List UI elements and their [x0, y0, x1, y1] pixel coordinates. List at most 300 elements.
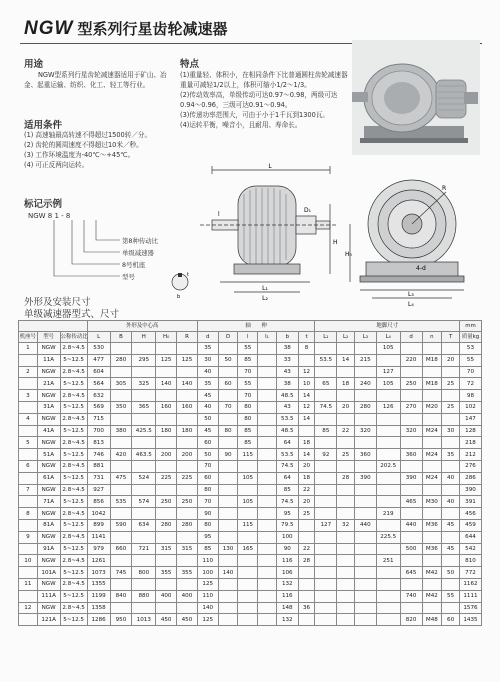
table-cell: 295 — [132, 354, 156, 366]
table-cell: 2.8~4.5 — [60, 578, 87, 590]
table-cell: 2.8~4.5 — [60, 460, 87, 472]
table-cell: 390 — [400, 472, 422, 484]
table-cell: 20 — [442, 354, 460, 366]
table-blank — [19, 321, 88, 332]
table-cell: 102 — [459, 401, 481, 413]
table-cell — [376, 472, 400, 484]
table-cell — [354, 531, 376, 543]
table-cell — [258, 354, 277, 366]
table-cell: NGW — [37, 578, 60, 590]
table-cell — [132, 366, 156, 378]
table-cell — [177, 484, 198, 496]
table-cell — [354, 578, 376, 590]
table-cell: 20 — [337, 401, 355, 413]
dim-L3: L₃ — [408, 291, 414, 298]
table-cell: 1358 — [87, 602, 110, 614]
table-cell — [400, 413, 422, 425]
table-cell: 48.5 — [276, 390, 298, 402]
table-cell — [337, 555, 355, 567]
table-cell — [177, 460, 198, 472]
table-row — [19, 378, 482, 390]
table-cell — [238, 484, 258, 496]
table-cell: 128 — [459, 425, 481, 437]
table-cell: 41A — [37, 425, 60, 437]
table-row — [19, 401, 482, 413]
table-cell — [298, 567, 315, 579]
table-cell: 2.8~4.5 — [60, 437, 87, 449]
table-cell: 55 — [442, 590, 460, 602]
table-cell — [422, 555, 442, 567]
table-cell: 420 — [110, 449, 132, 461]
table-cell — [19, 449, 38, 461]
table-cell: 1576 — [459, 602, 481, 614]
table-cell: M30 — [422, 496, 442, 508]
table-cell — [177, 508, 198, 520]
table-cell: 721 — [132, 543, 156, 555]
table-cell — [442, 578, 460, 590]
table-cell: 632 — [87, 390, 110, 402]
table-cell — [258, 378, 277, 390]
table-cell — [400, 460, 422, 472]
table-cell: 574 — [132, 496, 156, 508]
table-cell: 14 — [337, 354, 355, 366]
table-cell — [315, 484, 337, 496]
table-cell — [110, 555, 132, 567]
table-row — [19, 567, 482, 579]
table-cell — [110, 366, 132, 378]
table-cell: 180 — [156, 425, 177, 437]
group-shaft: 轴 伸 — [197, 321, 315, 332]
table-cell: 115 — [238, 449, 258, 461]
table-row — [19, 578, 482, 590]
table-cell — [218, 531, 238, 543]
table-cell: 3 — [19, 390, 38, 402]
table-cell: 7 — [19, 484, 38, 496]
table-cell — [298, 519, 315, 531]
table-cell: 400 — [177, 590, 198, 602]
table-cell: 286 — [459, 472, 481, 484]
table-cell — [376, 614, 400, 626]
table-cell: 90 — [197, 508, 218, 520]
table-cell — [110, 578, 132, 590]
table-cell — [218, 614, 238, 626]
group-main: 外形及中心高 — [87, 321, 197, 332]
table-cell: 530 — [87, 343, 110, 355]
table-cell — [218, 590, 238, 602]
dim-t: t — [187, 272, 189, 278]
table-cell — [132, 578, 156, 590]
table-cell — [238, 578, 258, 590]
table-cell: 5 — [19, 437, 38, 449]
table-cell: 772 — [459, 567, 481, 579]
table-cell — [337, 531, 355, 543]
table-cell: 79.5 — [276, 519, 298, 531]
front-drawing — [346, 166, 482, 312]
table-cell — [19, 519, 38, 531]
table-cell — [132, 508, 156, 520]
table-cell — [442, 555, 460, 567]
table-cell — [218, 578, 238, 590]
table-cell — [422, 343, 442, 355]
table-cell — [218, 496, 238, 508]
table-cell — [132, 437, 156, 449]
table-cell: 2.8~4.5 — [60, 531, 87, 543]
table-cell: 22 — [298, 484, 315, 496]
table-cell: 950 — [110, 614, 132, 626]
table-cell — [258, 460, 277, 472]
table-cell — [337, 508, 355, 520]
table-row — [19, 460, 482, 472]
table-cell: 30 — [442, 425, 460, 437]
table-cell — [177, 413, 198, 425]
dim-H0: H₀ — [345, 251, 352, 258]
table-cell: 856 — [87, 496, 110, 508]
table-cell — [177, 437, 198, 449]
table-cell: 810 — [459, 555, 481, 567]
table-cell — [177, 578, 198, 590]
table-cell: 105 — [238, 496, 258, 508]
table-cell: NGW — [37, 413, 60, 425]
table-cell: 110 — [197, 555, 218, 567]
table-cell: 1355 — [87, 578, 110, 590]
table-cell — [258, 578, 277, 590]
table-cell: 40 — [197, 366, 218, 378]
table-cell — [400, 578, 422, 590]
table-cell — [258, 602, 277, 614]
column-header: H — [132, 332, 156, 343]
table-cell — [315, 390, 337, 402]
table-cell: 21A — [37, 378, 60, 390]
table-cell — [258, 567, 277, 579]
table-cell: 147 — [459, 413, 481, 425]
table-cell: 20 — [298, 460, 315, 472]
table-cell — [110, 531, 132, 543]
table-cell — [442, 343, 460, 355]
table-cell — [400, 602, 422, 614]
table-cell — [258, 413, 277, 425]
table-cell — [156, 602, 177, 614]
table-cell: 64 — [276, 437, 298, 449]
table-cell: 220 — [400, 354, 422, 366]
table-cell: 28 — [337, 472, 355, 484]
table-cell — [337, 413, 355, 425]
table-cell: 390 — [354, 472, 376, 484]
column-header: d — [197, 332, 218, 343]
table-cell: 18 — [298, 437, 315, 449]
table-cell: 219 — [376, 508, 400, 520]
table-cell: 1013 — [132, 614, 156, 626]
table-cell — [156, 555, 177, 567]
table-cell: 126 — [376, 401, 400, 413]
table-cell — [400, 343, 422, 355]
table-cell — [315, 543, 337, 555]
table-cell: 74.5 — [276, 496, 298, 508]
table-cell — [376, 484, 400, 496]
table-cell: 74.5 — [315, 401, 337, 413]
table-cell: 45 — [197, 425, 218, 437]
table-cell: 1141 — [87, 531, 110, 543]
table-cell: NGW — [37, 343, 60, 355]
table-cell — [315, 437, 337, 449]
column-header: L₄ — [376, 332, 400, 343]
table-cell — [258, 531, 277, 543]
table-cell: 125 — [156, 354, 177, 366]
table-cell: 140 — [197, 602, 218, 614]
table-row — [19, 496, 482, 508]
column-header: 型号 — [37, 332, 60, 343]
designation-code: NGW 8 1 - 8 — [28, 212, 71, 220]
table-cell: 251 — [376, 555, 400, 567]
table-cell: 225 — [156, 472, 177, 484]
table-cell: 250 — [156, 496, 177, 508]
table-row — [19, 614, 482, 626]
table-row — [19, 543, 482, 555]
group-mm: mm — [459, 321, 481, 332]
table-cell: 355 — [177, 567, 198, 579]
table-cell: 116 — [276, 555, 298, 567]
table-cell — [337, 590, 355, 602]
table-cell: 250 — [177, 496, 198, 508]
table-cell: 31A — [37, 401, 60, 413]
table-cell: 65 — [315, 378, 337, 390]
table-cell — [258, 472, 277, 484]
table-cell: 276 — [459, 460, 481, 472]
table-cell — [354, 590, 376, 602]
table-cell — [156, 343, 177, 355]
table-cell — [376, 425, 400, 437]
table-cell — [156, 366, 177, 378]
table-cell: 225.5 — [376, 531, 400, 543]
table-cell: 202.5 — [376, 460, 400, 472]
table-cell: 250 — [400, 378, 422, 390]
table-cell: 564 — [87, 378, 110, 390]
table-cell: 95 — [197, 531, 218, 543]
table-cell: 60 — [218, 378, 238, 390]
table-cell — [354, 484, 376, 496]
dim-L1: L₁ — [262, 285, 268, 292]
table-cell — [258, 437, 277, 449]
table-cell: 165 — [238, 543, 258, 555]
dim-R: R — [442, 185, 447, 192]
column-header: L — [87, 332, 110, 343]
spec-table-body — [19, 343, 482, 626]
table-cell — [156, 508, 177, 520]
table-cell — [177, 343, 198, 355]
table-cell: 5~12.5 — [60, 519, 87, 531]
table-cell — [442, 508, 460, 520]
table-cell: 10 — [19, 555, 38, 567]
column-header: D — [218, 332, 238, 343]
column-header: l₁ — [258, 332, 277, 343]
table-cell — [132, 602, 156, 614]
table-cell — [422, 578, 442, 590]
table-cell: 425.5 — [132, 425, 156, 437]
column-header: l — [238, 332, 258, 343]
condition-item: (3) 工作环境温度为-40℃～+45℃。 — [24, 151, 135, 159]
table-cell — [218, 484, 238, 496]
table-cell: 61A — [37, 472, 60, 484]
column-header: b — [276, 332, 298, 343]
table-cell: 85 — [238, 437, 258, 449]
table-cell — [354, 614, 376, 626]
table-cell — [19, 590, 38, 602]
table-cell — [400, 366, 422, 378]
conditions-list — [24, 130, 184, 170]
table-cell: 60 — [442, 614, 460, 626]
table-cell: 132 — [276, 578, 298, 590]
table-cell — [442, 602, 460, 614]
table-cell: 840 — [110, 590, 132, 602]
table-cell — [315, 460, 337, 472]
column-header: n — [422, 332, 442, 343]
table-cell — [442, 531, 460, 543]
table-cell: 1042 — [87, 508, 110, 520]
condition-item: (4) 可正反两向运转。 — [24, 161, 89, 169]
table-cell: 85 — [315, 425, 337, 437]
table-cell: 64 — [276, 472, 298, 484]
table-cell — [422, 484, 442, 496]
table-cell — [218, 555, 238, 567]
table-cell — [177, 366, 198, 378]
table-cell: 20 — [298, 496, 315, 508]
table-cell — [258, 366, 277, 378]
table-cell — [110, 413, 132, 425]
table-cell: 18 — [298, 472, 315, 484]
designation-label: 8号机座 — [122, 261, 146, 269]
table-cell — [354, 366, 376, 378]
table-cell — [422, 531, 442, 543]
table-cell — [110, 437, 132, 449]
table-cell — [238, 531, 258, 543]
table-cell: 14 — [298, 449, 315, 461]
table-cell — [156, 578, 177, 590]
shaft-section — [168, 268, 194, 300]
table-cell: 55 — [238, 343, 258, 355]
table-cell — [354, 413, 376, 425]
table-cell: 200 — [177, 449, 198, 461]
table-row — [19, 531, 482, 543]
table-cell — [298, 614, 315, 626]
table-cell: 50 — [218, 354, 238, 366]
table-cell: 70 — [238, 390, 258, 402]
table-cell — [422, 460, 442, 472]
table-row — [19, 508, 482, 520]
table-cell: 5~12.5 — [60, 496, 87, 508]
table-cell: 91A — [37, 543, 60, 555]
column-header: t — [298, 332, 315, 343]
table-cell — [258, 543, 277, 555]
table-cell: 280 — [177, 519, 198, 531]
table-cell — [337, 602, 355, 614]
table-cell — [19, 354, 38, 366]
table-cell — [422, 602, 442, 614]
table-cell: 12 — [19, 602, 38, 614]
table-cell — [238, 590, 258, 602]
table-cell: 360 — [354, 449, 376, 461]
table-cell: 33 — [276, 354, 298, 366]
table-cell: 45 — [197, 390, 218, 402]
table-cell: 70 — [218, 401, 238, 413]
table-cell — [376, 413, 400, 425]
table-cell — [132, 484, 156, 496]
table-cell: 40 — [442, 472, 460, 484]
table-cell — [132, 555, 156, 567]
table-cell: 140 — [177, 378, 198, 390]
dims-heading: 外形及安装尺寸 — [24, 297, 91, 308]
table-cell: 800 — [132, 567, 156, 579]
column-header: d — [400, 332, 422, 343]
table-cell: 53.5 — [276, 449, 298, 461]
table-row — [19, 343, 482, 355]
table-cell: 740 — [400, 590, 422, 602]
table-row — [19, 519, 482, 531]
table-cell: 6 — [19, 460, 38, 472]
table-cell: 979 — [87, 543, 110, 555]
table-cell — [354, 567, 376, 579]
table-cell — [315, 602, 337, 614]
table-cell: 80 — [197, 519, 218, 531]
table-cell: 25 — [337, 449, 355, 461]
table-cell: 5~12.5 — [60, 425, 87, 437]
table-cell — [156, 460, 177, 472]
table-cell — [337, 496, 355, 508]
table-row — [19, 366, 482, 378]
table-cell: 450 — [156, 614, 177, 626]
table-cell — [110, 508, 132, 520]
table-cell: 85 — [197, 543, 218, 555]
table-cell — [315, 555, 337, 567]
table-cell — [376, 578, 400, 590]
table-cell: 74.5 — [276, 460, 298, 472]
table-cell — [337, 366, 355, 378]
table-cell — [400, 484, 422, 496]
table-cell: 463.5 — [132, 449, 156, 461]
table-cell: 5~12.5 — [60, 567, 87, 579]
table-cell: 12 — [298, 401, 315, 413]
table-cell — [376, 437, 400, 449]
table-cell: 477 — [87, 354, 110, 366]
table-cell: 1199 — [87, 590, 110, 602]
table-cell — [337, 460, 355, 472]
table-cell: 25 — [298, 508, 315, 520]
designation-leaders — [40, 218, 120, 288]
table-cell: 240 — [354, 378, 376, 390]
table-cell: 127 — [315, 519, 337, 531]
table-cell: 2 — [19, 366, 38, 378]
table-cell: NGW — [37, 555, 60, 567]
table-cell: 745 — [110, 567, 132, 579]
table-cell: 212 — [459, 449, 481, 461]
table-cell — [354, 602, 376, 614]
table-cell — [218, 437, 238, 449]
table-cell — [218, 390, 238, 402]
table-cell — [354, 496, 376, 508]
table-cell: 2.8~4.5 — [60, 508, 87, 520]
dim-L2: L₂ — [262, 295, 268, 302]
table-cell — [337, 390, 355, 402]
table-cell: 459 — [459, 519, 481, 531]
table-cell: NGW — [37, 460, 60, 472]
table-cell — [156, 531, 177, 543]
table-cell: 101A — [37, 567, 60, 579]
table-cell — [258, 484, 277, 496]
table-cell — [315, 567, 337, 579]
table-cell: 465 — [400, 496, 422, 508]
table-cell — [315, 508, 337, 520]
table-cell — [315, 496, 337, 508]
table-cell: 132 — [276, 614, 298, 626]
table-cell — [354, 543, 376, 555]
